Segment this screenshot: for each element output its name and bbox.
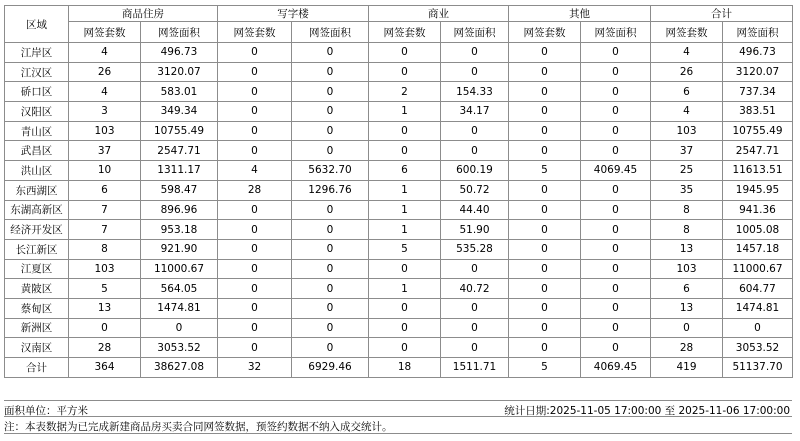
res-area-cell: 953.18 (141, 220, 218, 240)
header-count: 网签套数 (69, 22, 141, 43)
office-count-cell: 0 (218, 141, 292, 161)
office-area-cell: 0 (292, 102, 369, 122)
footer-note: 注：本表数据为已完成新建商品房买卖合同网签数据，预签约数据不纳入成交统计。 (4, 421, 393, 433)
table-row (5, 279, 793, 299)
region-name-cell: 汉阳区 (5, 102, 69, 122)
header-row-sub (5, 22, 793, 43)
com-count-cell: 1 (369, 279, 441, 299)
header-area: 网签面积 (141, 22, 218, 43)
other-area-cell: 0 (581, 102, 651, 122)
office-count-cell: 32 (218, 358, 292, 378)
res-count-cell: 103 (69, 121, 141, 141)
office-count-cell: 4 (218, 161, 292, 181)
res-area-cell: 0 (141, 318, 218, 338)
office-count-cell: 0 (218, 82, 292, 102)
office-area-cell: 0 (292, 121, 369, 141)
footer-divider (4, 416, 792, 417)
total-count-cell: 13 (651, 239, 723, 259)
res-area-cell: 1311.17 (141, 161, 218, 181)
table-row (5, 338, 793, 358)
other-count-cell: 0 (509, 338, 581, 358)
other-area-cell: 0 (581, 141, 651, 161)
res-area-cell: 2547.71 (141, 141, 218, 161)
res-area-cell: 38627.08 (141, 358, 218, 378)
com-count-cell: 5 (369, 239, 441, 259)
res-area-cell: 349.34 (141, 102, 218, 122)
res-count-cell: 4 (69, 43, 141, 63)
total-area-cell: 383.51 (723, 102, 793, 122)
total-area-cell: 10755.49 (723, 121, 793, 141)
total-count-cell: 419 (651, 358, 723, 378)
other-count-cell: 0 (509, 200, 581, 220)
com-area-cell: 0 (441, 43, 509, 63)
header-group-other: 其他 (509, 6, 651, 22)
region-name-cell: 新洲区 (5, 318, 69, 338)
header-area: 网签面积 (292, 22, 369, 43)
other-count-cell: 0 (509, 121, 581, 141)
other-count-cell: 0 (509, 239, 581, 259)
other-area-cell: 0 (581, 259, 651, 279)
table-row (5, 161, 793, 181)
com-count-cell: 1 (369, 200, 441, 220)
region-name-cell: 武昌区 (5, 141, 69, 161)
com-area-cell: 51.90 (441, 220, 509, 240)
other-area-cell: 0 (581, 43, 651, 63)
com-area-cell: 154.33 (441, 82, 509, 102)
office-count-cell: 0 (218, 200, 292, 220)
header-count: 网签套数 (651, 22, 723, 43)
total-count-cell: 13 (651, 298, 723, 318)
office-count-cell: 0 (218, 338, 292, 358)
com-count-cell: 0 (369, 121, 441, 141)
res-area-cell: 10755.49 (141, 121, 218, 141)
com-count-cell: 0 (369, 43, 441, 63)
region-name-cell: 硚口区 (5, 82, 69, 102)
other-count-cell: 5 (509, 358, 581, 378)
res-count-cell: 0 (69, 318, 141, 338)
office-count-cell: 0 (218, 62, 292, 82)
other-area-cell: 4069.45 (581, 358, 651, 378)
header-count: 网签套数 (369, 22, 441, 43)
res-area-cell: 1474.81 (141, 298, 218, 318)
header-count: 网签套数 (218, 22, 292, 43)
total-area-cell: 3053.52 (723, 338, 793, 358)
res-area-cell: 3053.52 (141, 338, 218, 358)
table-row (5, 318, 793, 338)
total-count-cell: 4 (651, 102, 723, 122)
table-row (5, 259, 793, 279)
com-area-cell: 0 (441, 338, 509, 358)
total-area-cell: 51137.70 (723, 358, 793, 378)
total-count-cell: 8 (651, 220, 723, 240)
res-count-cell: 37 (69, 141, 141, 161)
office-area-cell: 0 (292, 62, 369, 82)
res-count-cell: 26 (69, 62, 141, 82)
com-area-cell: 1511.71 (441, 358, 509, 378)
sales-table (4, 5, 793, 378)
other-area-cell: 0 (581, 200, 651, 220)
region-name-cell: 黄陂区 (5, 279, 69, 299)
other-count-cell: 0 (509, 180, 581, 200)
res-area-cell: 921.90 (141, 239, 218, 259)
other-count-cell: 0 (509, 220, 581, 240)
com-count-cell: 0 (369, 62, 441, 82)
res-count-cell: 7 (69, 220, 141, 240)
res-area-cell: 896.96 (141, 200, 218, 220)
com-area-cell: 0 (441, 298, 509, 318)
office-area-cell: 0 (292, 318, 369, 338)
total-count-cell: 37 (651, 141, 723, 161)
header-area: 网签面积 (441, 22, 509, 43)
other-count-cell: 5 (509, 161, 581, 181)
header-area: 网签面积 (581, 22, 651, 43)
office-count-cell: 0 (218, 220, 292, 240)
office-count-cell: 0 (218, 279, 292, 299)
office-count-cell: 0 (218, 318, 292, 338)
com-area-cell: 0 (441, 318, 509, 338)
total-area-cell: 1005.08 (723, 220, 793, 240)
com-area-cell: 0 (441, 121, 509, 141)
office-count-cell: 0 (218, 121, 292, 141)
other-count-cell: 0 (509, 141, 581, 161)
total-area-cell: 604.77 (723, 279, 793, 299)
other-count-cell: 0 (509, 62, 581, 82)
header-region: 区域 (5, 6, 69, 43)
office-count-cell: 28 (218, 180, 292, 200)
header-group-office: 写字楼 (218, 6, 369, 22)
table-row (5, 102, 793, 122)
total-count-cell: 6 (651, 279, 723, 299)
com-area-cell: 600.19 (441, 161, 509, 181)
com-area-cell: 40.72 (441, 279, 509, 299)
com-count-cell: 18 (369, 358, 441, 378)
office-area-cell: 6929.46 (292, 358, 369, 378)
header-group-commercial: 商业 (369, 6, 509, 22)
total-count-cell: 4 (651, 43, 723, 63)
footer-divider (4, 433, 792, 434)
total-count-cell: 25 (651, 161, 723, 181)
other-count-cell: 0 (509, 259, 581, 279)
res-count-cell: 103 (69, 259, 141, 279)
table-row (5, 82, 793, 102)
com-count-cell: 0 (369, 141, 441, 161)
total-count-cell: 28 (651, 338, 723, 358)
table-row (5, 298, 793, 318)
region-name-cell: 东西湖区 (5, 180, 69, 200)
region-name-cell: 江岸区 (5, 43, 69, 63)
table-row (5, 62, 793, 82)
office-area-cell: 0 (292, 82, 369, 102)
stat-period: 统计日期:2025-11-05 17:00:00 至 2025-11-06 17:00:00 (504, 405, 790, 417)
res-count-cell: 28 (69, 338, 141, 358)
total-area-cell: 1945.95 (723, 180, 793, 200)
other-area-cell: 4069.45 (581, 161, 651, 181)
com-area-cell: 0 (441, 259, 509, 279)
other-area-cell: 0 (581, 279, 651, 299)
total-count-cell: 103 (651, 259, 723, 279)
res-area-cell: 598.47 (141, 180, 218, 200)
table-row (5, 43, 793, 63)
office-area-cell: 0 (292, 220, 369, 240)
total-area-cell: 0 (723, 318, 793, 338)
com-count-cell: 1 (369, 102, 441, 122)
office-area-cell: 0 (292, 338, 369, 358)
res-count-cell: 3 (69, 102, 141, 122)
table-row (5, 239, 793, 259)
header-group-residential: 商品住房 (69, 6, 218, 22)
office-count-cell: 0 (218, 239, 292, 259)
com-count-cell: 1 (369, 220, 441, 240)
footer-divider (4, 400, 792, 401)
header-group-total: 合计 (651, 6, 793, 22)
res-count-cell: 7 (69, 200, 141, 220)
other-area-cell: 0 (581, 220, 651, 240)
office-area-cell: 5632.70 (292, 161, 369, 181)
office-area-cell: 0 (292, 298, 369, 318)
res-area-cell: 496.73 (141, 43, 218, 63)
other-area-cell: 0 (581, 239, 651, 259)
table-row (5, 180, 793, 200)
office-area-cell: 0 (292, 141, 369, 161)
region-name-cell: 洪山区 (5, 161, 69, 181)
table-row (5, 200, 793, 220)
other-count-cell: 0 (509, 279, 581, 299)
region-name-cell: 东湖高新区 (5, 200, 69, 220)
res-count-cell: 4 (69, 82, 141, 102)
total-count-cell: 26 (651, 62, 723, 82)
office-area-cell: 0 (292, 200, 369, 220)
total-area-cell: 737.34 (723, 82, 793, 102)
com-count-cell: 6 (369, 161, 441, 181)
total-area-cell: 1474.81 (723, 298, 793, 318)
res-area-cell: 564.05 (141, 279, 218, 299)
table-row (5, 141, 793, 161)
region-name-cell: 合计 (5, 358, 69, 378)
total-area-cell: 11000.67 (723, 259, 793, 279)
region-name-cell: 青山区 (5, 121, 69, 141)
other-area-cell: 0 (581, 298, 651, 318)
other-area-cell: 0 (581, 121, 651, 141)
other-count-cell: 0 (509, 298, 581, 318)
com-area-cell: 44.40 (441, 200, 509, 220)
table-row (5, 121, 793, 141)
region-name-cell: 长江新区 (5, 239, 69, 259)
com-count-cell: 0 (369, 259, 441, 279)
office-area-cell: 0 (292, 43, 369, 63)
office-area-cell: 0 (292, 279, 369, 299)
other-count-cell: 0 (509, 102, 581, 122)
com-area-cell: 50.72 (441, 180, 509, 200)
other-area-cell: 0 (581, 338, 651, 358)
office-count-cell: 0 (218, 298, 292, 318)
other-area-cell: 0 (581, 180, 651, 200)
com-area-cell: 535.28 (441, 239, 509, 259)
region-name-cell: 江夏区 (5, 259, 69, 279)
region-name-cell: 蔡甸区 (5, 298, 69, 318)
total-count-cell: 0 (651, 318, 723, 338)
total-count-cell: 103 (651, 121, 723, 141)
com-area-cell: 34.17 (441, 102, 509, 122)
total-area-cell: 11613.51 (723, 161, 793, 181)
other-area-cell: 0 (581, 82, 651, 102)
total-count-cell: 6 (651, 82, 723, 102)
office-count-cell: 0 (218, 102, 292, 122)
res-count-cell: 10 (69, 161, 141, 181)
region-name-cell: 经济开发区 (5, 220, 69, 240)
com-count-cell: 1 (369, 180, 441, 200)
header-area: 网签面积 (723, 22, 793, 43)
com-count-cell: 0 (369, 318, 441, 338)
com-area-cell: 0 (441, 62, 509, 82)
total-count-cell: 35 (651, 180, 723, 200)
res-count-cell: 13 (69, 298, 141, 318)
other-area-cell: 0 (581, 62, 651, 82)
res-count-cell: 8 (69, 239, 141, 259)
res-count-cell: 5 (69, 279, 141, 299)
total-count-cell: 8 (651, 200, 723, 220)
office-area-cell: 1296.76 (292, 180, 369, 200)
header-count: 网签套数 (509, 22, 581, 43)
com-area-cell: 0 (441, 141, 509, 161)
res-count-cell: 364 (69, 358, 141, 378)
other-count-cell: 0 (509, 82, 581, 102)
total-area-cell: 2547.71 (723, 141, 793, 161)
office-count-cell: 0 (218, 43, 292, 63)
header-row-groups (5, 6, 793, 22)
total-row (5, 358, 793, 378)
total-area-cell: 1457.18 (723, 239, 793, 259)
other-count-cell: 0 (509, 43, 581, 63)
other-area-cell: 0 (581, 318, 651, 338)
total-area-cell: 496.73 (723, 43, 793, 63)
office-area-cell: 0 (292, 239, 369, 259)
total-area-cell: 941.36 (723, 200, 793, 220)
area-unit-label: 面积单位：平方米 (4, 405, 88, 417)
res-area-cell: 583.01 (141, 82, 218, 102)
total-area-cell: 3120.07 (723, 62, 793, 82)
com-count-cell: 0 (369, 298, 441, 318)
region-name-cell: 江汉区 (5, 62, 69, 82)
region-name-cell: 汉南区 (5, 338, 69, 358)
com-count-cell: 2 (369, 82, 441, 102)
office-area-cell: 0 (292, 259, 369, 279)
other-count-cell: 0 (509, 318, 581, 338)
com-count-cell: 0 (369, 338, 441, 358)
sales-table-container (4, 5, 792, 378)
table-row (5, 220, 793, 240)
office-count-cell: 0 (218, 259, 292, 279)
res-area-cell: 3120.07 (141, 62, 218, 82)
res-area-cell: 11000.67 (141, 259, 218, 279)
res-count-cell: 6 (69, 180, 141, 200)
